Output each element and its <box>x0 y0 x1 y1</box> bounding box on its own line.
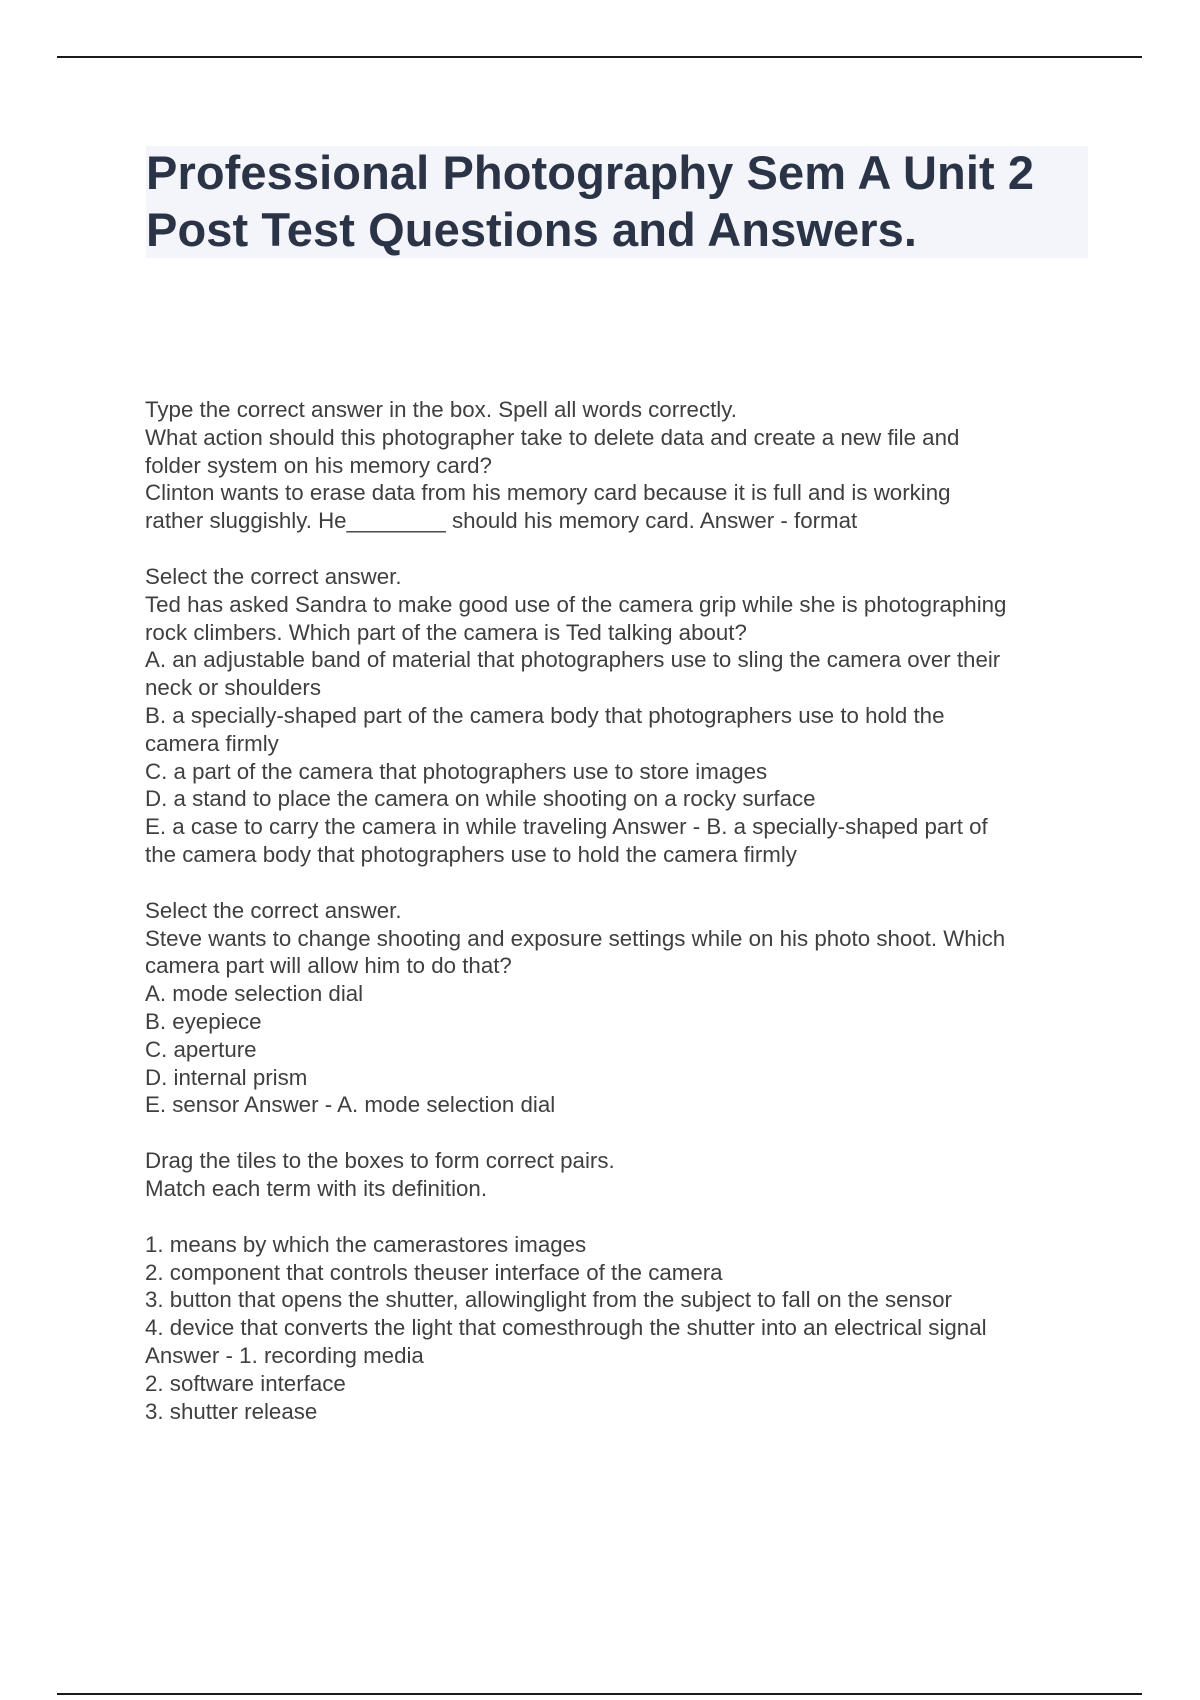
footer-rule <box>57 1693 1142 1695</box>
question-line: folder system on his memory card? <box>145 452 492 478</box>
option-line: C. aperture <box>145 1036 257 1062</box>
question-line: Steve wants to change shooting and exposure settings while on his photo shoot. Which <box>145 925 1006 951</box>
question-line: rock climbers. Which part of the camera is Ted talking about? <box>145 619 747 645</box>
question-line: Ted has asked Sandra to make good use of the camera grip while she is photographing <box>145 591 1007 617</box>
question-line: Select the correct answer. <box>145 897 402 923</box>
answer-line: Answer - 1. recording media <box>145 1342 424 1368</box>
answer-line: E. a case to carry the camera in while traveling Answer - B. a specially-shaped part of <box>145 814 988 840</box>
question-2 <box>145 563 1095 869</box>
question-line: Type the correct answer in the box. Spell all words correctly. <box>145 397 737 422</box>
question-line: Match each term with its definition. <box>145 1175 488 1201</box>
answer-line: 3. shutter release <box>145 1398 318 1424</box>
term-line: 4. device that converts the light that comesthrough the shutter into an electrical signal <box>145 1315 987 1341</box>
document-body <box>145 396 1095 1453</box>
option-line: camera firmly <box>145 730 279 756</box>
question-line: Drag the tiles to the boxes to form correct pairs. <box>145 1148 615 1174</box>
answer-line: the camera body that photographers use to hold the camera firmly <box>145 841 797 867</box>
option-line: D. a stand to place the camera on while shooting on a rocky surface <box>145 786 816 812</box>
option-line: B. a specially-shaped part of the camera body that photographers use to hold the <box>145 702 945 728</box>
question-4 <box>145 1147 1095 1203</box>
question-1 <box>145 396 1095 535</box>
answer-line: rather sluggishly. He________ should his memory card. Answer - format <box>145 508 858 534</box>
term-line: 1. means by which the camerastores images <box>145 1231 587 1257</box>
answer-line: 2. software interface <box>145 1370 346 1396</box>
question-line: What action should this photographer take to delete data and create a new file and <box>145 424 960 450</box>
option-line: A. an adjustable band of material that photographers use to sling the camera over their <box>145 647 1001 673</box>
option-line: D. internal prism <box>145 1064 308 1090</box>
header-rule <box>57 56 1142 58</box>
option-line: A. mode selection dial <box>145 981 364 1007</box>
document-title: Professional Photography Sem A Unit 2 Post Test Questions and Answers. <box>146 146 1035 256</box>
question-line: Select the correct answer. <box>145 563 402 589</box>
answer-line: E. sensor Answer - A. mode selection dial <box>145 1092 556 1118</box>
question-line: Clinton wants to erase data from his memory card because it is full and is working <box>145 480 951 506</box>
question-3 <box>145 897 1095 1119</box>
question-line: camera part will allow him to do that? <box>145 953 512 979</box>
option-line: C. a part of the camera that photographers use to store images <box>145 758 768 784</box>
option-line: B. eyepiece <box>145 1008 262 1034</box>
term-line: 3. button that opens the shutter, allowinglight from the subject to fall on the sensor <box>145 1287 952 1313</box>
term-line: 2. component that controls theuser interface of the camera <box>145 1259 723 1285</box>
question-4-items <box>145 1231 1095 1426</box>
option-line: neck or shoulders <box>145 675 321 701</box>
